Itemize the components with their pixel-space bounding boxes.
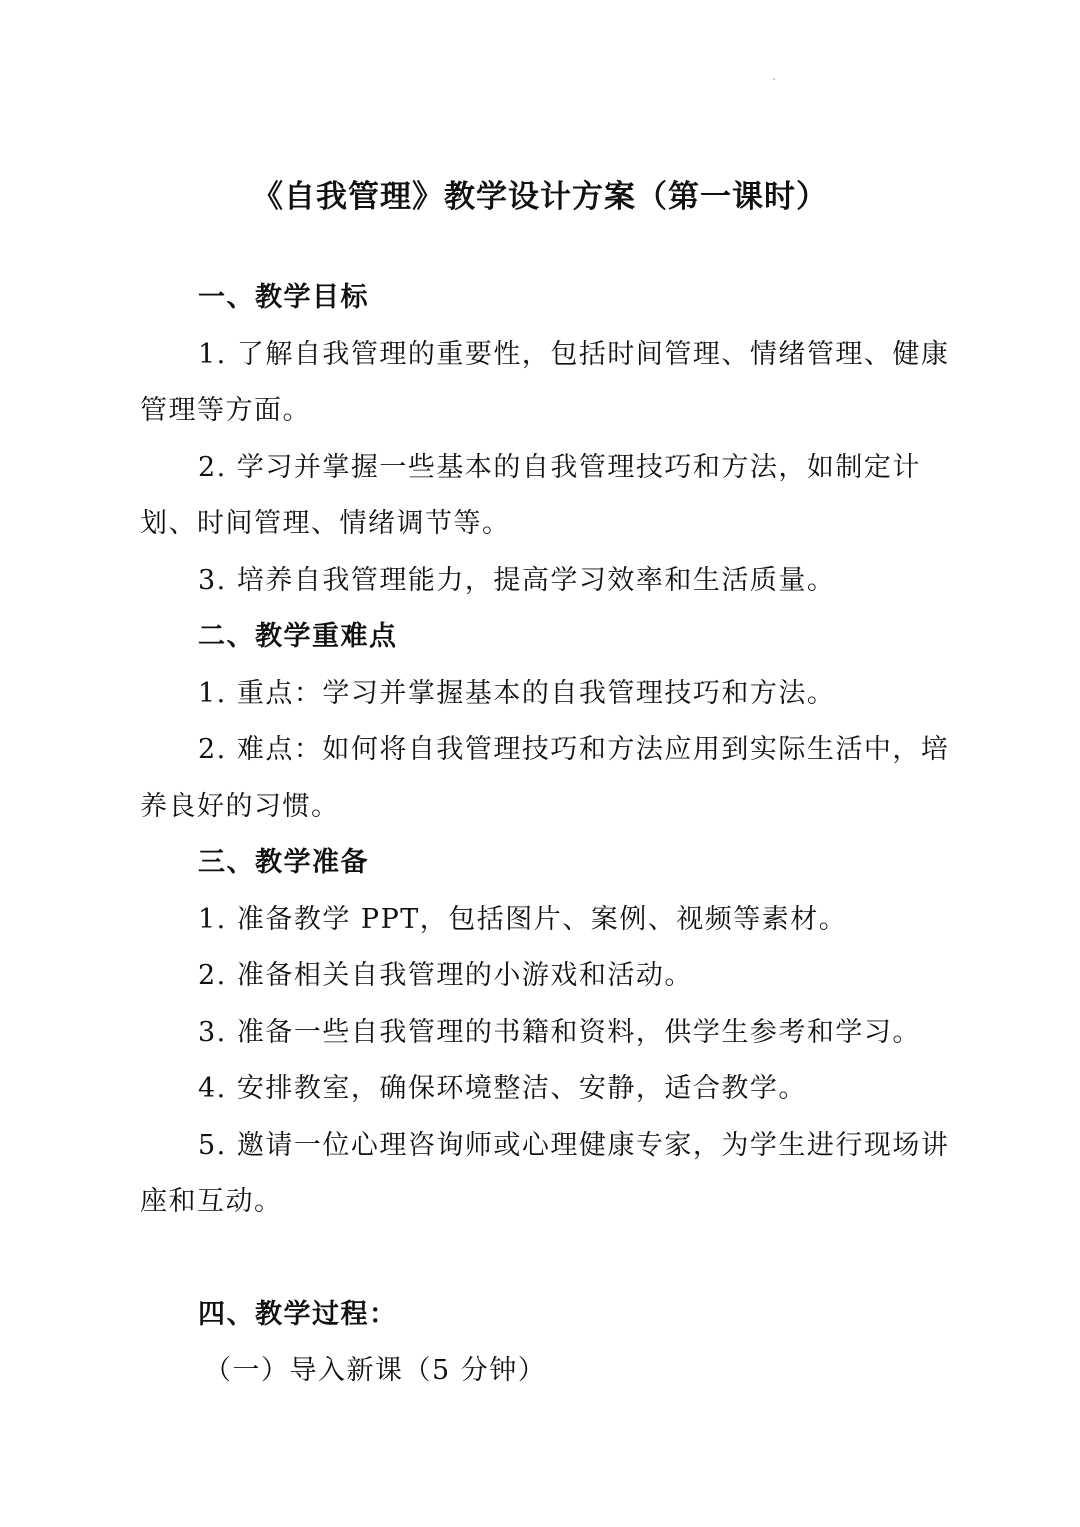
- preparation-item-3: 3. 准备一些自我管理的书籍和资料，供学生参考和学习。: [198, 1016, 921, 1048]
- preparation-item-4: 4. 安排教室，确保环境整洁、安静，适合教学。: [198, 1073, 807, 1104]
- section-heading-process: 四、教学过程：: [198, 1298, 398, 1330]
- section-heading-objectives: 一、教学目标: [198, 282, 369, 313]
- objective-item-2: 2. 学习并掌握一些基本的自我管理技巧和方法，如制定计划、时间管理、情绪调节等。: [140, 451, 921, 539]
- key-point-item-2: 2. 难点：如何将自我管理技巧和方法应用到实际生活中，培养良好的习惯。: [140, 734, 950, 822]
- section-heading-key-points: 二、教学重难点: [198, 621, 398, 652]
- objective-item-1: 1. 了解自我管理的重要性，包括时间管理、情绪管理、健康管理等方面。: [140, 338, 950, 426]
- key-point-item-1: 1. 重点：学习并掌握基本的自我管理技巧和方法。: [198, 677, 836, 709]
- paragraph-gap: [140, 1231, 970, 1287]
- preparation-item-5: 5. 邀请一位心理咨询师或心理健康专家，为学生进行现场讲座和互动。: [140, 1129, 950, 1217]
- objective-item-3: 3. 培养自我管理能力，提高学习效率和生活质量。: [198, 564, 836, 596]
- preparation-item-2: 2. 准备相关自我管理的小游戏和活动。: [198, 960, 693, 991]
- preparation-item-1: 1. 准备教学 PPT，包括图片、案例、视频等素材。: [198, 903, 848, 935]
- document-title: 《自我管理》教学设计方案（第一课时）: [252, 179, 828, 215]
- section-heading-preparation: 三、教学准备: [198, 847, 369, 878]
- document-body: [140, 270, 970, 1400]
- subsection-heading-intro: （一）导入新课（5 分钟）: [204, 1355, 547, 1386]
- scan-speck: [773, 78, 775, 80]
